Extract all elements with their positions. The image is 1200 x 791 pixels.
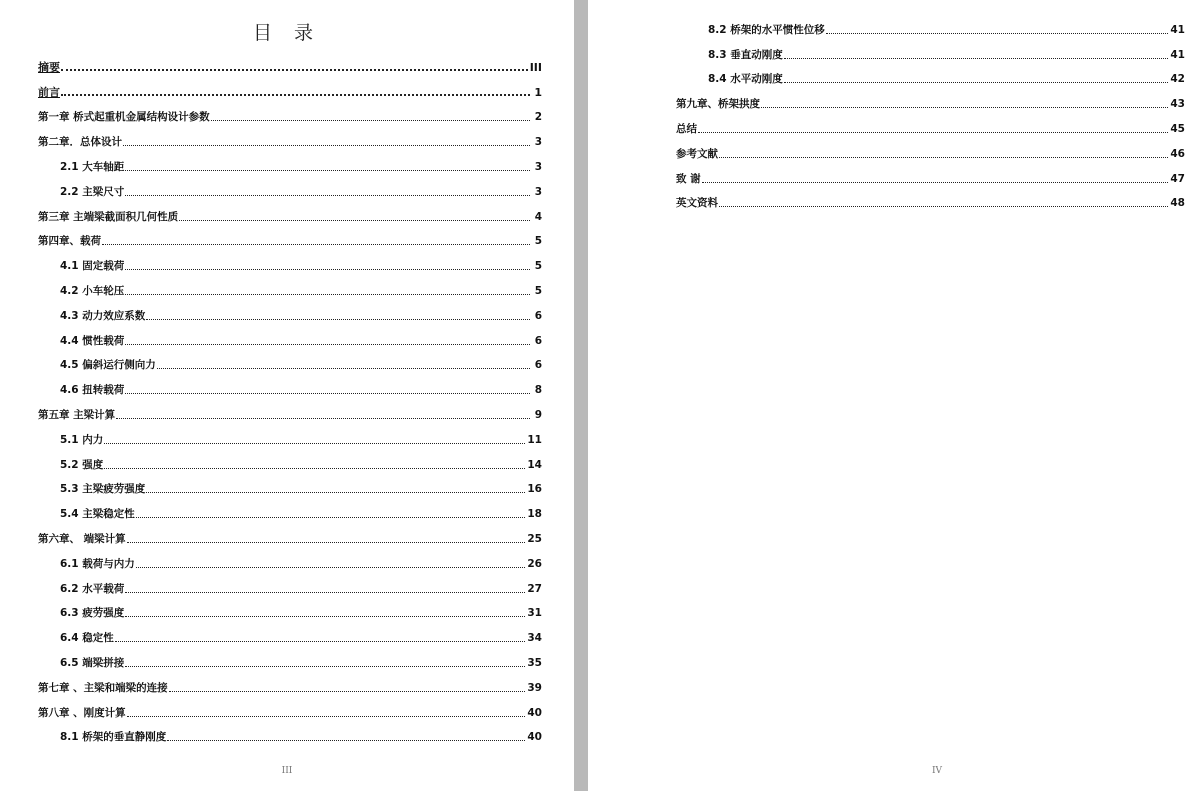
dot-leader <box>211 119 530 121</box>
toc-entry-page: III <box>529 60 542 74</box>
toc-title: 目 录 <box>252 22 322 44</box>
toc-entry-page: 26 <box>527 557 542 570</box>
toc-entry-label: 6.1 载荷与内力 <box>60 557 135 570</box>
dot-leader <box>702 181 1169 183</box>
toc-entry[interactable] <box>676 161 1185 186</box>
toc-entry[interactable] <box>688 12 1185 37</box>
toc-entry-label: 6.4 稳定性 <box>60 632 114 645</box>
toc-entry[interactable] <box>676 86 1185 111</box>
toc-entry-page: 40 <box>527 706 542 719</box>
dot-leader <box>169 690 526 692</box>
toc-entry-page: 48 <box>1170 197 1185 210</box>
toc-entry-label: 总结 <box>676 122 697 135</box>
toc-entry[interactable] <box>38 348 542 373</box>
toc-entry[interactable] <box>688 37 1185 62</box>
toc-entry[interactable] <box>38 571 542 596</box>
toc-entry-label: 4.3 动力效应系数 <box>60 309 146 322</box>
toc-entry-label: 4.6 扭转载荷 <box>60 384 125 397</box>
dot-leader <box>61 93 530 96</box>
toc-entry-page: 3 <box>534 136 542 149</box>
dot-leader <box>157 367 530 369</box>
toc-entry[interactable] <box>38 546 542 571</box>
toc-entry-page: 6 <box>534 309 542 322</box>
toc-entry-page: 47 <box>1170 172 1185 185</box>
toc-entry-label: 第九章、桥架拱度 <box>676 98 760 111</box>
dot-leader <box>136 516 526 518</box>
toc-entry-label: 5.3 主梁疲劳强度 <box>60 483 146 496</box>
dot-leader <box>146 491 525 493</box>
toc-entry-label: 第八章 、刚度计算 <box>38 706 126 719</box>
toc-entry-page: 14 <box>527 458 542 471</box>
toc-entry-page: 5 <box>534 235 542 248</box>
toc-entry-label: 5.2 强度 <box>60 458 104 471</box>
toc-entry-page: 16 <box>527 483 542 496</box>
toc-entry[interactable] <box>38 472 542 497</box>
toc-entry[interactable] <box>38 695 542 720</box>
dot-leader <box>167 739 525 741</box>
toc-list-right <box>676 12 1185 210</box>
toc-entry-label: 第七章 、主梁和端梁的连接 <box>38 681 168 694</box>
toc-entry-label: 8.1 桥架的垂直静刚度 <box>60 731 167 744</box>
dot-leader <box>179 219 530 221</box>
toc-entry[interactable] <box>38 298 542 323</box>
toc-entry-label: 5.1 内力 <box>60 433 104 446</box>
dot-leader <box>125 392 530 394</box>
toc-entry[interactable] <box>38 50 542 75</box>
toc-entry-page: 40 <box>527 731 542 744</box>
toc-entry-page: 39 <box>527 681 542 694</box>
toc-list-left <box>38 50 542 744</box>
toc-entry[interactable] <box>38 174 542 199</box>
toc-entry[interactable] <box>38 496 542 521</box>
toc-entry[interactable] <box>38 248 542 273</box>
dot-leader <box>136 566 526 568</box>
toc-entry[interactable] <box>38 447 542 472</box>
toc-entry[interactable] <box>688 62 1185 87</box>
page-number: III <box>281 766 293 776</box>
toc-entry-page: 3 <box>534 185 542 198</box>
toc-entry-label: 第六章、 端梁计算 <box>38 532 126 545</box>
dot-leader <box>826 32 1169 34</box>
toc-entry-page: 45 <box>1170 122 1185 135</box>
toc-entry-label: 第四章、载荷 <box>38 235 101 248</box>
dot-leader <box>116 417 530 419</box>
toc-entry-page: 4 <box>534 210 542 223</box>
toc-entry[interactable] <box>38 199 542 224</box>
dot-leader <box>125 591 525 593</box>
toc-entry[interactable] <box>38 323 542 348</box>
toc-entry-page: 6 <box>534 359 542 372</box>
dot-leader <box>125 293 530 295</box>
toc-entry-label: 4.2 小车轮压 <box>60 284 125 297</box>
toc-entry-label: 6.2 水平载荷 <box>60 582 125 595</box>
toc-entry[interactable] <box>38 620 542 645</box>
toc-entry-label: 2.2 主梁尺寸 <box>60 185 125 198</box>
toc-entry-label: 2.1 大车轴距 <box>60 160 125 173</box>
dot-leader <box>125 665 525 667</box>
dot-leader <box>125 343 530 345</box>
toc-entry-page: 43 <box>1170 98 1185 111</box>
toc-entry-page: 8 <box>534 384 542 397</box>
toc-entry-label: 第三章 主端梁截面积几何性质 <box>38 210 179 223</box>
toc-entry-label: 摘要 <box>38 60 60 74</box>
toc-entry-label: 致 谢 <box>676 172 701 185</box>
toc-entry-page: 5 <box>534 260 542 273</box>
toc-entry-label: 8.4 水平动刚度 <box>708 73 783 86</box>
toc-entry[interactable] <box>38 521 542 546</box>
dot-leader <box>719 156 1168 158</box>
toc-entry-label: 英文资料 <box>676 197 718 210</box>
toc-entry-page: 46 <box>1170 147 1185 160</box>
toc-entry[interactable] <box>38 75 542 100</box>
dot-leader <box>127 541 526 543</box>
toc-entry-page: 27 <box>527 582 542 595</box>
dot-leader <box>761 106 1168 108</box>
toc-entry-label: 6.3 疲劳强度 <box>60 607 125 620</box>
toc-entry-page: 31 <box>527 607 542 620</box>
dot-leader <box>146 318 530 320</box>
toc-entry-page: 35 <box>527 656 542 669</box>
toc-entry-page: 18 <box>527 508 542 521</box>
toc-page-left <box>0 0 574 791</box>
toc-entry[interactable] <box>676 136 1185 161</box>
toc-entry-page: 5 <box>534 284 542 297</box>
toc-entry-label: 6.5 端梁拼接 <box>60 656 125 669</box>
dot-leader <box>104 467 525 469</box>
toc-entry[interactable] <box>38 100 542 125</box>
page-number: IV <box>931 766 943 776</box>
toc-entry[interactable] <box>38 720 542 745</box>
toc-entry-label: 参考文献 <box>676 147 718 160</box>
dot-leader <box>784 57 1169 59</box>
toc-entry-label: 5.4 主梁稳定性 <box>60 508 135 521</box>
toc-entry-page: 41 <box>1170 23 1185 36</box>
toc-page-right <box>588 0 1200 791</box>
toc-entry-page: 34 <box>527 632 542 645</box>
toc-entry[interactable] <box>38 670 542 695</box>
dot-leader <box>784 81 1169 83</box>
toc-entry[interactable] <box>38 273 542 298</box>
toc-entry-page: 1 <box>534 85 542 99</box>
dot-leader <box>125 194 530 196</box>
toc-entry[interactable] <box>38 372 542 397</box>
toc-entry-page: 11 <box>527 433 542 446</box>
toc-entry-page: 25 <box>527 532 542 545</box>
toc-entry[interactable] <box>676 186 1185 211</box>
dot-leader <box>698 131 1168 133</box>
dot-leader <box>104 442 525 444</box>
toc-entry[interactable] <box>38 397 542 422</box>
dot-leader <box>719 205 1168 207</box>
toc-entry-label: 4.5 偏斜运行侧向力 <box>60 359 156 372</box>
toc-entry[interactable] <box>38 596 542 621</box>
dot-leader <box>125 268 530 270</box>
dot-leader <box>127 715 526 717</box>
toc-entry-page: 6 <box>534 334 542 347</box>
toc-entry-page: 2 <box>534 111 542 124</box>
toc-entry-label: 8.2 桥架的水平惯性位移 <box>708 23 825 36</box>
toc-entry[interactable] <box>38 422 542 447</box>
toc-entry-label: 第二章．总体设计 <box>38 136 122 149</box>
dot-leader <box>61 68 528 71</box>
toc-entry-page: 9 <box>534 408 542 421</box>
page-gutter <box>574 0 588 791</box>
toc-entry[interactable] <box>38 124 542 149</box>
toc-entry[interactable] <box>38 224 542 249</box>
toc-entry-label: 8.3 垂直动刚度 <box>708 48 783 61</box>
dot-leader <box>125 615 525 617</box>
toc-entry[interactable] <box>38 645 542 670</box>
dot-leader <box>102 243 530 245</box>
dot-leader <box>123 144 530 146</box>
toc-entry-label: 前言 <box>38 85 60 99</box>
dot-leader <box>125 169 530 171</box>
toc-entry-label: 4.1 固定载荷 <box>60 260 125 273</box>
toc-entry-page: 42 <box>1170 73 1185 86</box>
toc-entry[interactable] <box>676 111 1185 136</box>
toc-entry-label: 第五章 主梁计算 <box>38 408 116 421</box>
toc-entry-label: 4.4 惯性载荷 <box>60 334 125 347</box>
toc-entry-label: 第一章 桥式起重机金属结构设计参数 <box>38 111 210 124</box>
dot-leader <box>115 640 526 642</box>
toc-entry-page: 41 <box>1170 48 1185 61</box>
toc-entry-page: 3 <box>534 160 542 173</box>
toc-entry[interactable] <box>38 149 542 174</box>
